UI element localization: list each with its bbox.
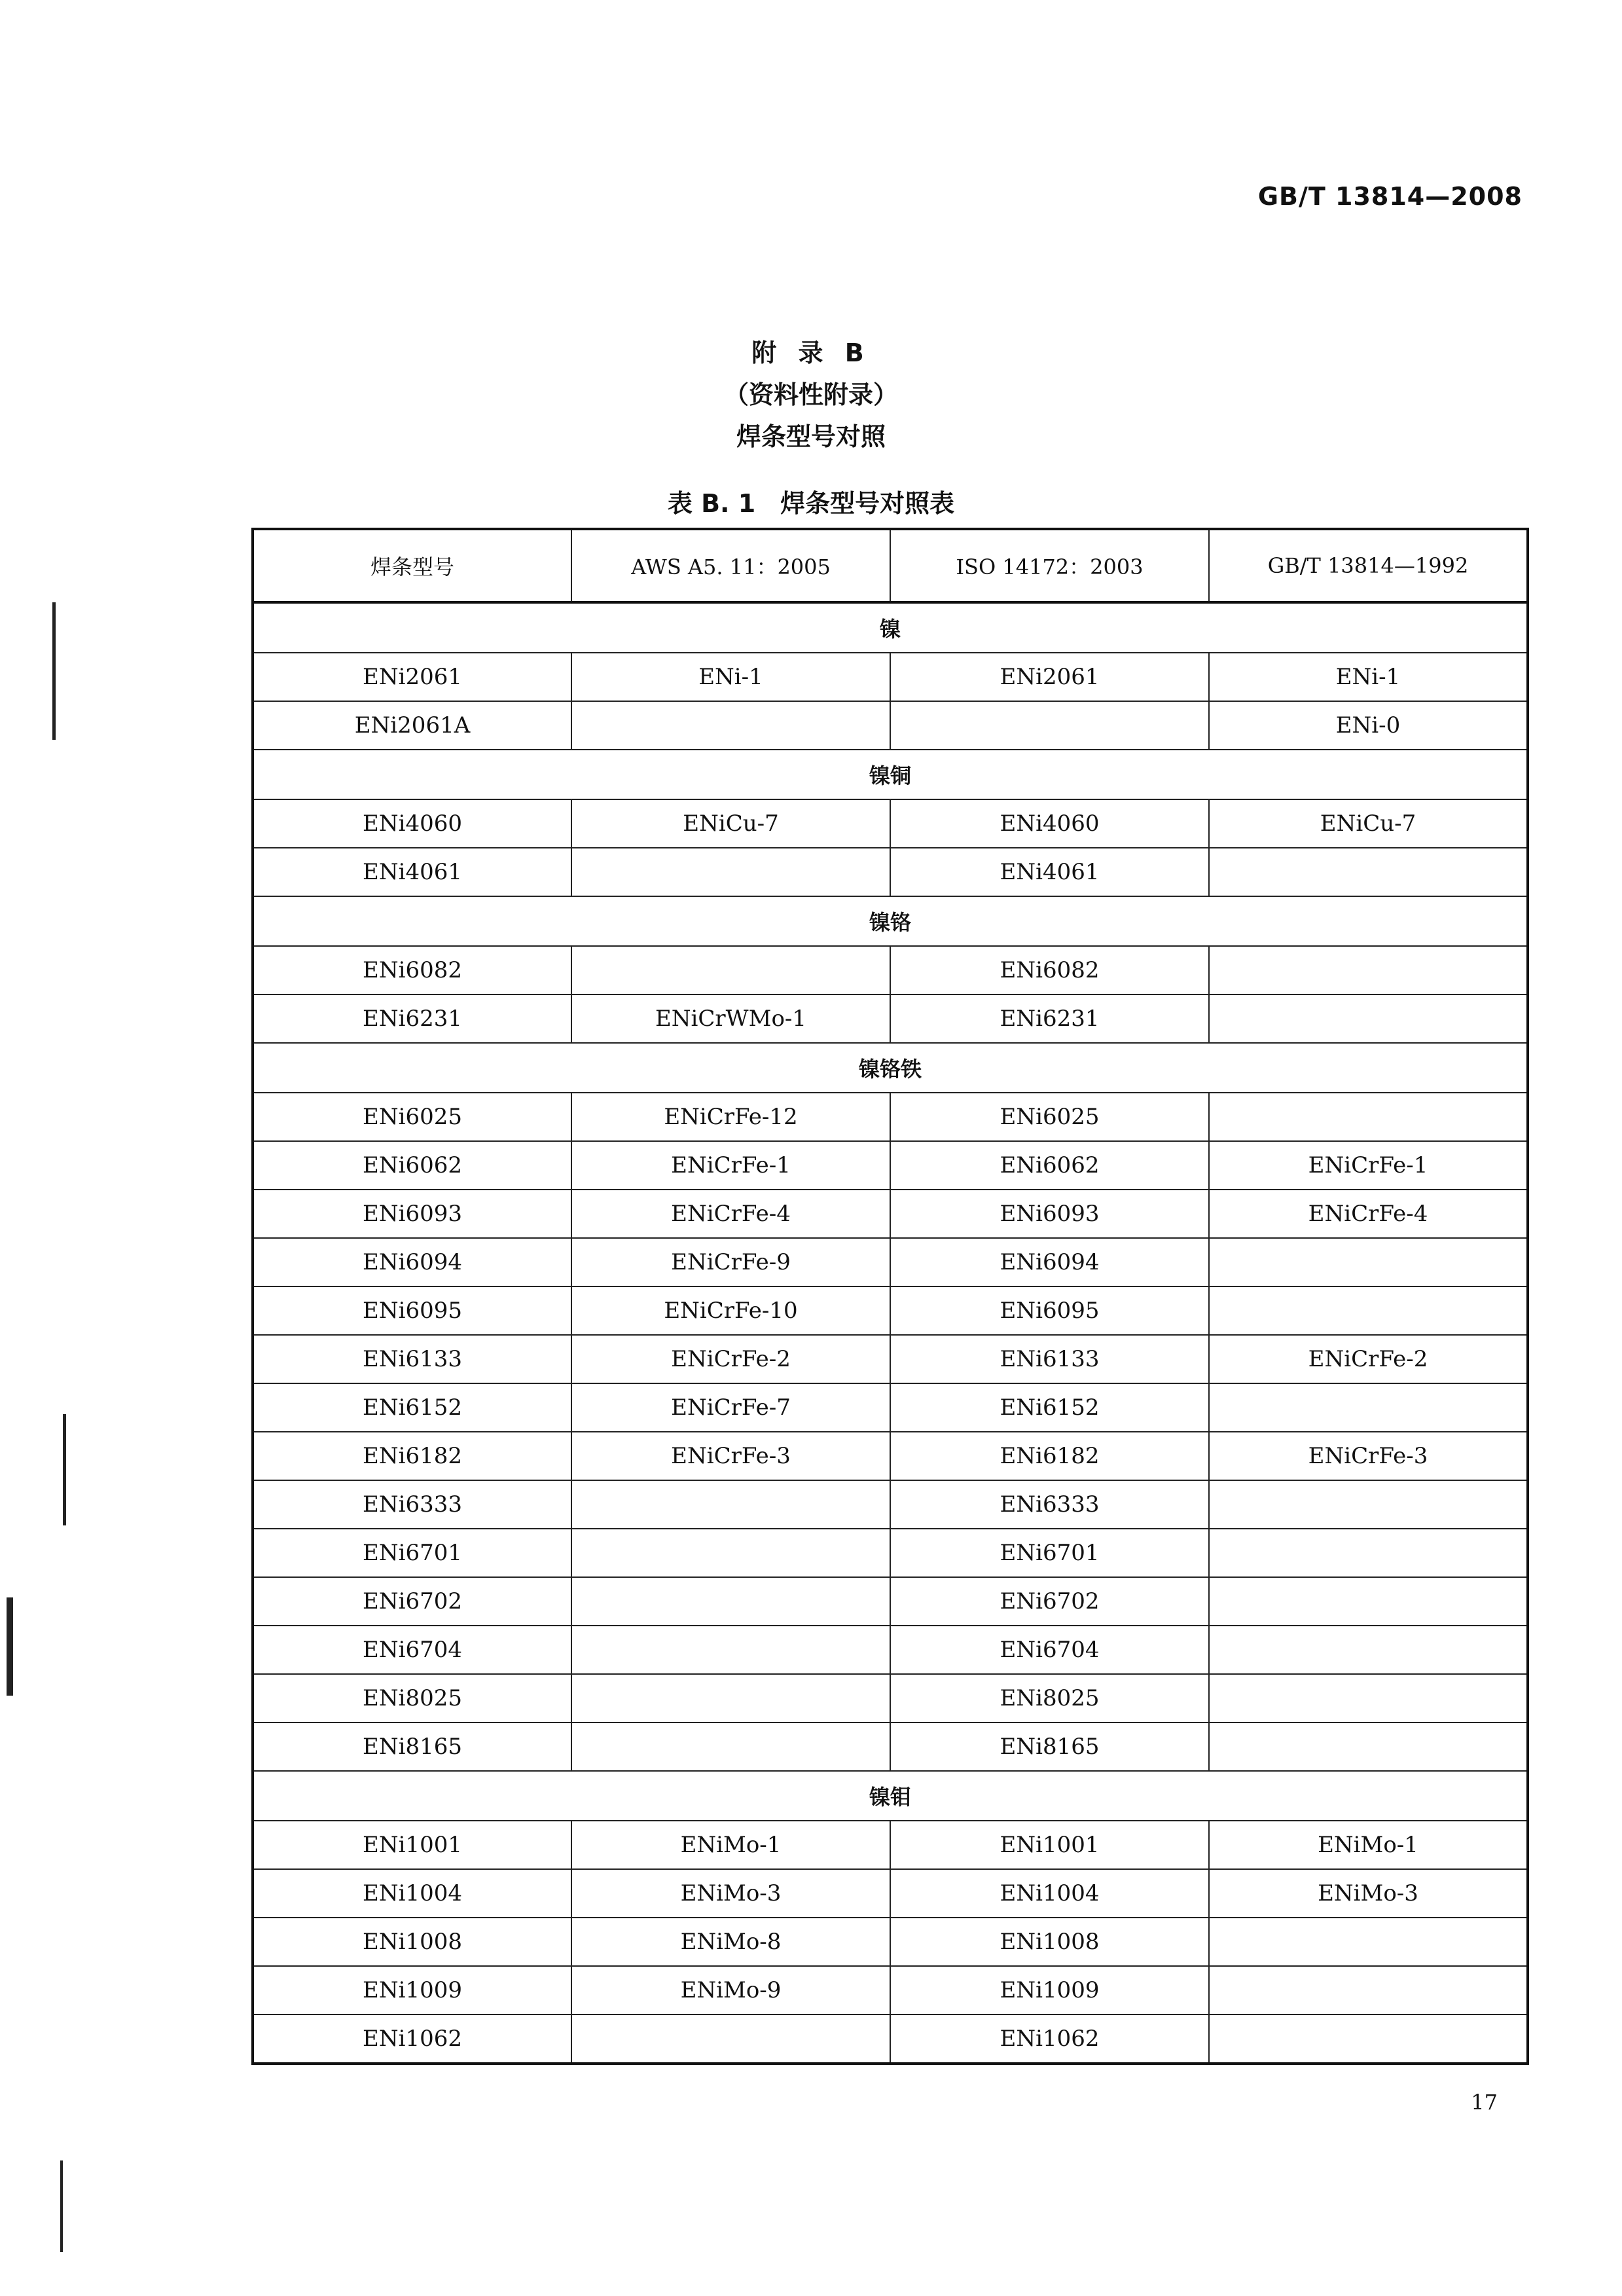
table-caption: 表 B. 1 焊条型号对照表 xyxy=(667,489,955,518)
table-cell: ENi2061 xyxy=(890,653,1209,701)
table-cell: ENiCrFe-7 xyxy=(571,1383,890,1432)
standard-code: GB/T 13814—2008 xyxy=(1257,182,1523,211)
table-cell: ENi1008 xyxy=(253,1918,571,1966)
scan-mark xyxy=(63,1414,66,1525)
group-header-row xyxy=(253,602,1528,653)
table-cell: ENi6133 xyxy=(890,1335,1209,1383)
table-cell: ENi6704 xyxy=(253,1626,571,1674)
table-row xyxy=(253,1335,1528,1383)
table-cell: ENi6182 xyxy=(890,1432,1209,1480)
table-row xyxy=(253,2014,1528,2064)
electrode-comparison-table xyxy=(251,528,1529,2065)
table-cell: ENiCrFe-4 xyxy=(1209,1190,1528,1238)
table-cell xyxy=(1209,994,1528,1043)
table-cell: ENiCrFe-3 xyxy=(571,1432,890,1480)
table-cell: ENiMo-1 xyxy=(571,1821,890,1869)
table-cell xyxy=(571,1722,890,1771)
table-cell xyxy=(1209,946,1528,994)
table-cell: ENi1009 xyxy=(890,1966,1209,2014)
table-cell: ENi6093 xyxy=(253,1190,571,1238)
table-cell xyxy=(571,1577,890,1626)
table-cell: ENiCrFe-1 xyxy=(1209,1141,1528,1190)
table-cell xyxy=(1209,2014,1528,2064)
table-row xyxy=(253,848,1528,896)
table-row xyxy=(253,994,1528,1043)
table-cell xyxy=(1209,1918,1528,1966)
table-cell: ENiCrFe-2 xyxy=(1209,1335,1528,1383)
table-cell xyxy=(1209,1238,1528,1286)
table-cell: ENi6701 xyxy=(890,1529,1209,1577)
table-cell: ENiMo-3 xyxy=(571,1869,890,1918)
table-cell: ENi6701 xyxy=(253,1529,571,1577)
table-cell xyxy=(1209,1674,1528,1722)
table-cell xyxy=(1209,1722,1528,1771)
table-cell: ENi-1 xyxy=(1209,653,1528,701)
table-cell: ENi6702 xyxy=(890,1577,1209,1626)
table-cell: ENi6025 xyxy=(253,1093,571,1141)
table-cell: ENi6231 xyxy=(890,994,1209,1043)
table-cell xyxy=(1209,1529,1528,1577)
table-cell: ENi1001 xyxy=(253,1821,571,1869)
table-cell xyxy=(1209,1480,1528,1529)
group-header-row xyxy=(253,1771,1528,1821)
table-row xyxy=(253,946,1528,994)
table-cell: ENi6095 xyxy=(890,1286,1209,1335)
group-header-row xyxy=(253,750,1528,799)
table-cell: ENi1062 xyxy=(890,2014,1209,2064)
table-cell: ENi6025 xyxy=(890,1093,1209,1141)
table-cell: ENiCrFe-9 xyxy=(571,1238,890,1286)
table-cell: ENi1004 xyxy=(253,1869,571,1918)
scan-mark xyxy=(60,2160,63,2252)
group-label: 镍 xyxy=(253,602,1528,653)
group-label: 镍铬铁 xyxy=(253,1043,1528,1093)
table-body xyxy=(253,602,1528,2064)
table-cell: ENi2061 xyxy=(253,653,571,701)
table-cell: ENiMo-1 xyxy=(1209,1821,1528,1869)
table-cell: ENi6704 xyxy=(890,1626,1209,1674)
table-cell: ENiCrFe-1 xyxy=(571,1141,890,1190)
table-cell xyxy=(571,1674,890,1722)
table-cell: ENi6133 xyxy=(253,1335,571,1383)
table-row xyxy=(253,1869,1528,1918)
table-row xyxy=(253,1432,1528,1480)
table-cell: ENiCrFe-10 xyxy=(571,1286,890,1335)
group-header-row xyxy=(253,896,1528,946)
table-cell: ENi4061 xyxy=(890,848,1209,896)
table-cell: ENi1004 xyxy=(890,1869,1209,1918)
table-row xyxy=(253,1141,1528,1190)
table-cell xyxy=(571,1480,890,1529)
table-cell: ENi4061 xyxy=(253,848,571,896)
table-cell: ENi4060 xyxy=(890,799,1209,848)
table-cell: ENiCrFe-12 xyxy=(571,1093,890,1141)
table-cell: ENi8025 xyxy=(890,1674,1209,1722)
table-cell: ENi6062 xyxy=(253,1141,571,1190)
table-cell xyxy=(571,1626,890,1674)
table-cell: ENi6094 xyxy=(890,1238,1209,1286)
table-row xyxy=(253,1821,1528,1869)
table-row xyxy=(253,1383,1528,1432)
table-cell xyxy=(1209,1577,1528,1626)
table-cell xyxy=(571,848,890,896)
table-row xyxy=(253,653,1528,701)
table-cell: ENi6333 xyxy=(253,1480,571,1529)
table-cell: ENiCrWMo-1 xyxy=(571,994,890,1043)
table-cell: ENi-0 xyxy=(1209,701,1528,750)
table-cell: ENi1009 xyxy=(253,1966,571,2014)
table-cell xyxy=(1209,1286,1528,1335)
table-row xyxy=(253,1918,1528,1966)
appendix-title: 焊条型号对照 xyxy=(736,422,886,451)
table-cell xyxy=(571,2014,890,2064)
table-row xyxy=(253,701,1528,750)
table-row xyxy=(253,1238,1528,1286)
table-cell: ENiCrFe-3 xyxy=(1209,1432,1528,1480)
table-cell: ENi6082 xyxy=(253,946,571,994)
table-row xyxy=(253,1577,1528,1626)
table-cell: ENi1008 xyxy=(890,1918,1209,1966)
scan-mark xyxy=(7,1597,13,1696)
group-label: 镍钼 xyxy=(253,1771,1528,1821)
table-cell: ENiCrFe-4 xyxy=(571,1190,890,1238)
table-cell: ENi6182 xyxy=(253,1432,571,1480)
table-row xyxy=(253,1190,1528,1238)
table-cell: ENiMo-9 xyxy=(571,1966,890,2014)
table-cell: ENiCrFe-2 xyxy=(571,1335,890,1383)
table-cell: ENiMo-8 xyxy=(571,1918,890,1966)
group-label: 镍铜 xyxy=(253,750,1528,799)
table-cell: ENi8165 xyxy=(890,1722,1209,1771)
table-row xyxy=(253,1722,1528,1771)
table-cell: ENi6095 xyxy=(253,1286,571,1335)
column-header: GB/T 13814—1992 xyxy=(1209,529,1528,602)
column-header: ISO 14172：2003 xyxy=(890,529,1209,602)
table-cell: ENi-1 xyxy=(571,653,890,701)
table-cell xyxy=(571,946,890,994)
table-row xyxy=(253,1286,1528,1335)
table-cell: ENi6333 xyxy=(890,1480,1209,1529)
table-cell: ENiMo-3 xyxy=(1209,1869,1528,1918)
page-number: 17 xyxy=(1471,2090,1498,2115)
table-cell xyxy=(1209,1626,1528,1674)
table-cell xyxy=(571,701,890,750)
appendix-label: 附 录 B xyxy=(751,338,871,367)
table-row xyxy=(253,1966,1528,2014)
table-cell: ENi8025 xyxy=(253,1674,571,1722)
table-row xyxy=(253,1674,1528,1722)
table-row xyxy=(253,799,1528,848)
table-cell: ENi6231 xyxy=(253,994,571,1043)
group-header-row xyxy=(253,1043,1528,1093)
scan-mark xyxy=(52,602,56,740)
table-row xyxy=(253,1626,1528,1674)
table-cell: ENi6093 xyxy=(890,1190,1209,1238)
table-cell xyxy=(571,1529,890,1577)
table-cell: ENi6152 xyxy=(890,1383,1209,1432)
table-cell: ENi2061A xyxy=(253,701,571,750)
table-row xyxy=(253,1529,1528,1577)
table-cell: ENi1001 xyxy=(890,1821,1209,1869)
table-cell xyxy=(1209,1383,1528,1432)
appendix-nature: （资料性附录） xyxy=(723,380,898,409)
table-row xyxy=(253,1093,1528,1141)
column-header: AWS A5. 11：2005 xyxy=(571,529,890,602)
table-cell: ENi6082 xyxy=(890,946,1209,994)
table-cell: ENiCu-7 xyxy=(1209,799,1528,848)
group-label: 镍铬 xyxy=(253,896,1528,946)
table-cell: ENi1062 xyxy=(253,2014,571,2064)
table-row xyxy=(253,1480,1528,1529)
table-cell xyxy=(1209,848,1528,896)
table-cell: ENi6094 xyxy=(253,1238,571,1286)
table-cell: ENi8165 xyxy=(253,1722,571,1771)
table-cell: ENiCu-7 xyxy=(571,799,890,848)
table-cell: ENi4060 xyxy=(253,799,571,848)
table-cell: ENi6062 xyxy=(890,1141,1209,1190)
column-header: 焊条型号 xyxy=(253,529,571,602)
table-cell xyxy=(1209,1093,1528,1141)
table-header-row xyxy=(253,529,1528,602)
table-cell xyxy=(890,701,1209,750)
table-cell xyxy=(1209,1966,1528,2014)
table-cell: ENi6702 xyxy=(253,1577,571,1626)
table-cell: ENi6152 xyxy=(253,1383,571,1432)
